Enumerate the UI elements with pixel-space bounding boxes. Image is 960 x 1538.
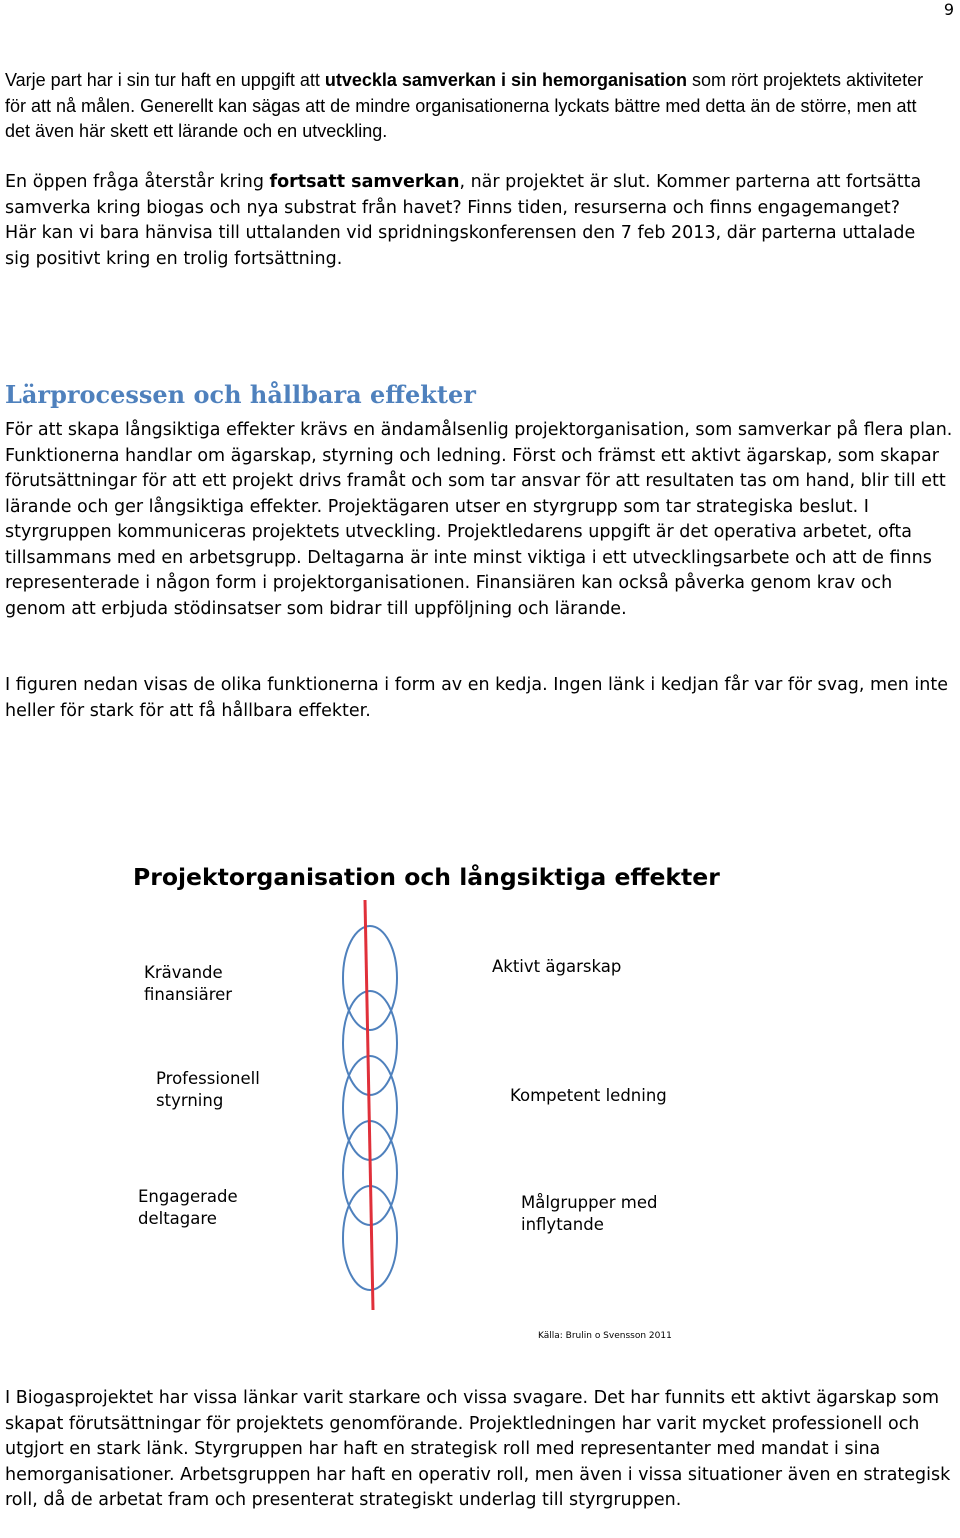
label-text: Aktivt ägarskap xyxy=(492,957,622,976)
label-ownership xyxy=(492,956,621,978)
chain-link xyxy=(343,926,397,1030)
figure-title: Projektorganisation och långsiktiga effekter xyxy=(133,863,720,891)
bold-text: fortsatt samverkan xyxy=(269,172,460,192)
label-target-groups xyxy=(521,1192,657,1236)
label-leadership xyxy=(510,1085,667,1107)
page-number: 9 xyxy=(943,0,954,19)
label-steering xyxy=(156,1068,260,1112)
label-participants xyxy=(138,1186,238,1230)
label-text: Professionell styrning xyxy=(156,1069,260,1110)
label-text: Målgrupper med inflytande xyxy=(521,1193,658,1234)
red-axis-line xyxy=(365,900,373,1310)
text: , när projektet är slut. Kommer parterna att fortsätta samverka kring biogas och nya substrat från havet? Finns tiden, resurserna och finns engagemanget? xyxy=(5,172,922,218)
text: som rört projektets aktiviteter för att nå målen. Generellt kan sägas att de mindre organisationerna lyckats bättre med detta än de större, men att det även här skett ett lärande och en utveckling. xyxy=(5,70,924,141)
text: Varje part har i sin tur haft en uppgift att xyxy=(5,70,325,90)
label-text: Engagerade deltagare xyxy=(138,1187,238,1228)
text: En öppen fråga återstår kring xyxy=(5,172,270,192)
paragraph-figur-intro: I figuren nedan visas de olika funktionerna i form av en kedja. Ingen länk i kedjan får var för svag, men inte heller för stark för att få hållbara effekter. xyxy=(5,675,949,721)
paragraph-larprocessen: För att skapa långsiktiga effekter krävs en ändamålsenlig projektorganisation, som samverkar på flera plan. Funktionerna handlar om ägarskap, styrning och ledning. Först och främst ett aktivt ägarskap, som skapar förutsättningar för att ett projekt drivs framåt och som tar ansvar för att resultaten tas om hand, blir till ett lärande och ger långsiktiga effekter. Projektägaren utser en styrgrupp som tar strategiska beslut. I styrgruppen kommuniceras projektets utveckling. Projektledarens uppgift är det operativa arbetet, ofta tillsammans med en arbetsgrupp. Deltagarna är inte minst viktiga i ett utvecklingsarbete och att de finns representerade i någon form i projektorganisationen. Finansiären kan också påverka genom krav och genom att erbjuda stödinsatser som bidrar till uppföljning och lärande. xyxy=(5,420,953,619)
figure-credit: Källa: Brulin o Svensson 2011 xyxy=(538,1331,672,1341)
paragraph-biogasprojektet: I Biogasprojektet har vissa länkar varit starkare och vissa svagare. Det har funnits ett aktivt ägarskap som skapat förutsättningar för projektets genomförande. Projektledningen har varit mycket professionell och utgjort en stark länk. Styrgruppen har haft en strategisk roll med representanter med mandat i sina hemorganisationer. Arbetsgruppen har haft en operativ roll, men även i vissa situationer även en strategisk roll, då de arbetat fram och presenterat strategiskt underlag till styrgruppen. xyxy=(5,1388,951,1510)
bold-text: utveckla samverkan i sin hemorganisation xyxy=(324,70,687,90)
section-heading: Lärprocessen och hållbara effekter xyxy=(5,380,476,409)
label-text: Krävande finansiärer xyxy=(144,963,233,1004)
text: Här kan vi bara hänvisa till uttalanden vid spridningskonferensen den 7 feb 2013, där parterna uttalade sig positivt kring en trolig fortsättning. xyxy=(5,223,916,269)
label-text: Kompetent ledning xyxy=(510,1086,667,1105)
label-financiers xyxy=(144,962,232,1006)
